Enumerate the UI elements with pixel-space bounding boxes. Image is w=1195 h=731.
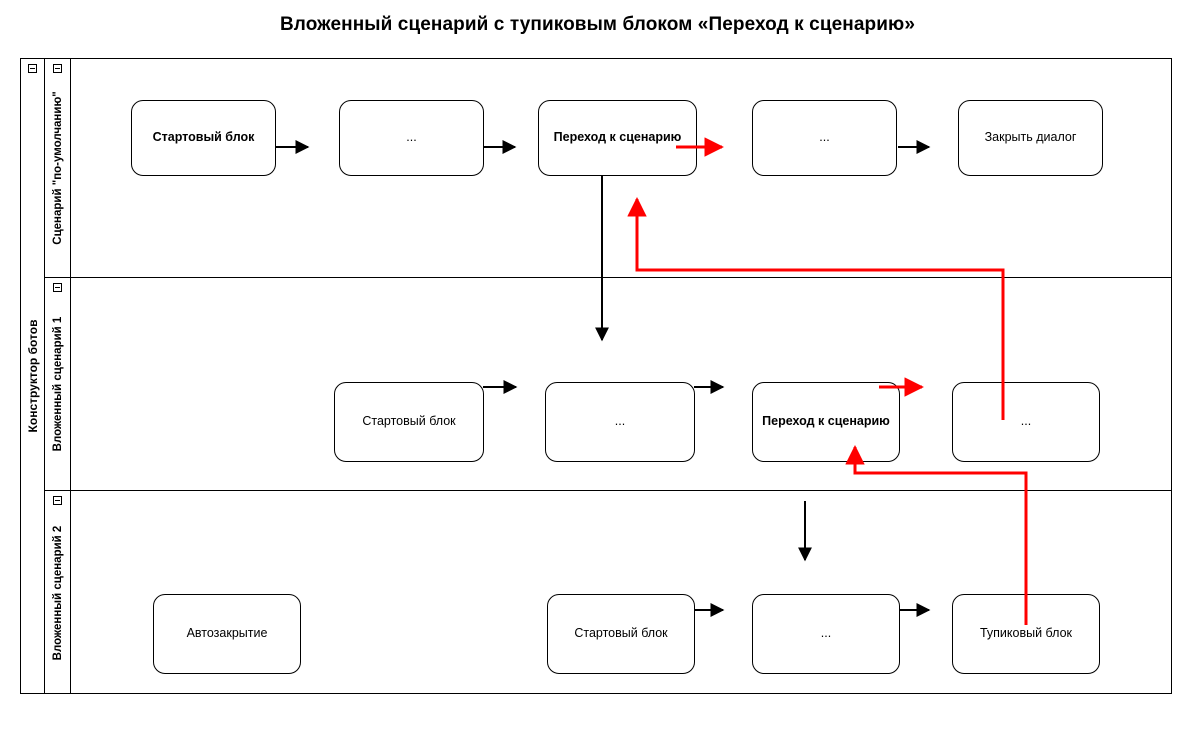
node-ellipsis-default-2[interactable]: ... [752,100,897,176]
node-start-nested-2[interactable]: Стартовый блок [547,594,695,674]
lane-default-label: Сценарий "по-умолчанию" [51,91,64,245]
lane-default [45,59,1172,278]
lane-default-collapse-icon[interactable] [53,64,62,73]
node-ellipsis-default[interactable]: ... [339,100,484,176]
node-goto-scenario-default[interactable]: Переход к сценарию [538,100,697,176]
node-ellipsis-nested-1-2[interactable]: ... [952,382,1100,462]
lane-nested-2 [45,491,1172,694]
node-autoclose[interactable]: Автозакрытие [153,594,301,674]
node-goto-scenario-nested-1[interactable]: Переход к сценарию [752,382,900,462]
node-start-default[interactable]: Стартовый блок [131,100,276,176]
pool-collapse-icon[interactable] [28,64,37,73]
lane-nested-1-collapse-icon[interactable] [53,283,62,292]
pool-header [21,59,45,693]
lane-header-nested-2 [45,491,71,694]
node-dead-end[interactable]: Тупиковый блок [952,594,1100,674]
node-ellipsis-nested-2[interactable]: ... [752,594,900,674]
lane-nested-2-label: Вложенный сценарий 2 [51,525,64,660]
lane-nested-1 [45,278,1172,491]
node-close-dialog[interactable]: Закрыть диалог [958,100,1103,176]
lane-header-nested-1 [45,278,71,490]
lane-header-default [45,59,71,277]
lane-nested-2-collapse-icon[interactable] [53,496,62,505]
page-title: Вложенный сценарий с тупиковым блоком «Переход к сценарию» [279,14,916,35]
pool-label: Конструктор ботов [25,319,40,433]
pool-constructor [20,58,1172,694]
node-start-nested-1[interactable]: Стартовый блок [334,382,484,462]
lane-nested-1-label: Вложенный сценарий 1 [51,316,64,452]
node-ellipsis-nested-1[interactable]: ... [545,382,695,462]
